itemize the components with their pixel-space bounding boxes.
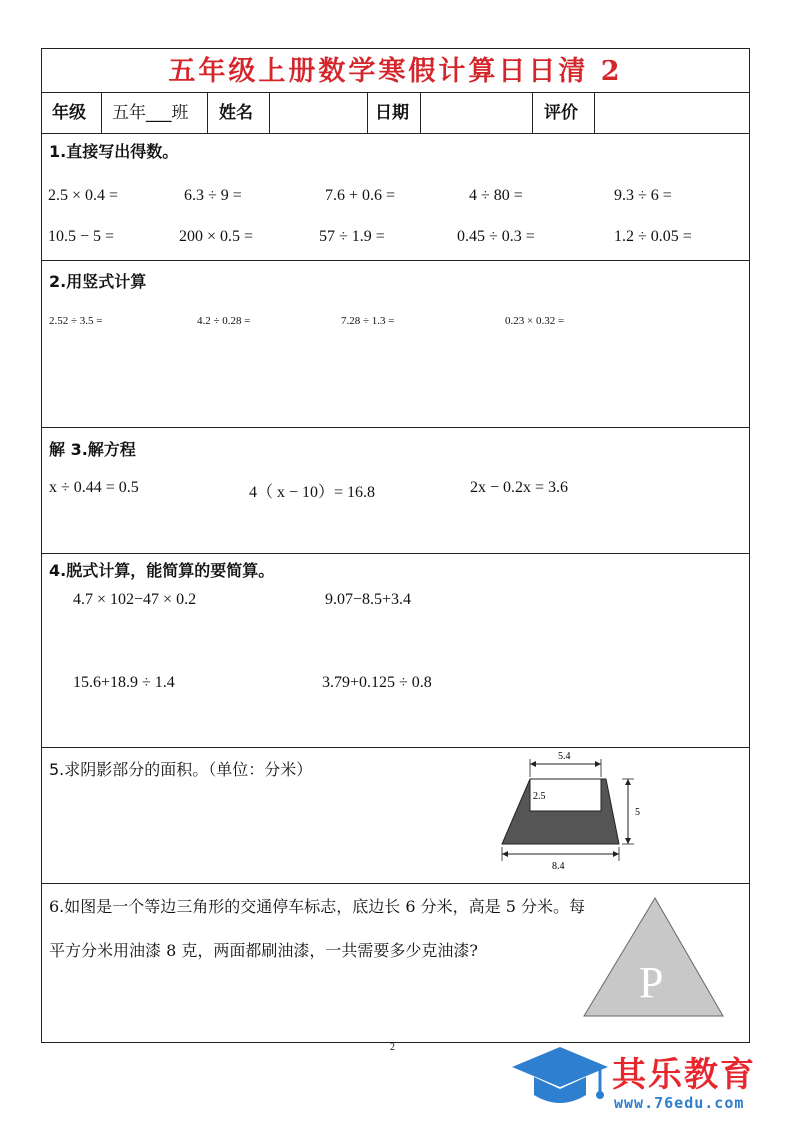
- rating-field[interactable]: [596, 93, 748, 131]
- oral-problem: 2.5 × 0.4 =: [48, 187, 119, 204]
- sign-letter: P: [639, 958, 664, 1007]
- date-field[interactable]: [422, 93, 531, 131]
- arrow-head: [530, 761, 536, 767]
- divider: [594, 92, 595, 133]
- section2-heading: 2.用竖式计算: [49, 272, 147, 291]
- brand-url: www.76edu.com: [614, 1094, 745, 1112]
- equation: x ÷ 0.44 = 0.5: [49, 479, 139, 496]
- top-dimension-label: 5.4: [558, 751, 571, 762]
- bottom-dimension-label: 8.4: [552, 861, 565, 872]
- divider: [420, 92, 421, 133]
- arrow-head: [595, 761, 601, 767]
- oral-problem: 200 × 0.5 =: [179, 228, 254, 245]
- date-label: 日期: [375, 103, 409, 123]
- worksheet: [41, 48, 750, 1043]
- section6-problem: 6.如图是一个等边三角形的交通停车标志，底边长 6 分米，高是 5 分米。每平方分米用油漆 8 克，两面都刷油漆，一共需要多少克油漆?: [49, 897, 585, 960]
- graduation-cap-icon: [510, 1043, 610, 1115]
- expression: 9.07−8.5+3.4: [325, 591, 412, 608]
- oral-problem: 0.45 ÷ 0.3 =: [457, 228, 535, 245]
- name-field[interactable]: [271, 93, 366, 131]
- divider: [367, 92, 368, 133]
- divider: [42, 883, 749, 884]
- section1-heading: 1.直接写出得数。: [49, 142, 179, 161]
- vertical-problem: 4.2 ÷ 0.28 =: [197, 315, 251, 327]
- section4-heading: 4.脱式计算，能简算的要简算。: [49, 561, 275, 580]
- arrow-head: [625, 779, 631, 785]
- vertical-problem: 2.52 ÷ 3.5 =: [49, 315, 103, 327]
- vertical-problem: 7.28 ÷ 1.3 =: [341, 315, 395, 327]
- divider: [269, 92, 270, 133]
- page-title: 五年级上册数学寒假计算日日清 2: [168, 56, 623, 87]
- equation: 2x − 0.2x = 3.6: [470, 479, 569, 496]
- oral-problem: 6.3 ÷ 9 =: [184, 187, 242, 204]
- expression: 4.7 × 102−47 × 0.2: [73, 591, 197, 608]
- oral-problem: 1.2 ÷ 0.05 =: [614, 228, 692, 245]
- divider: [101, 92, 102, 133]
- parking-sign-figure: [580, 891, 730, 1021]
- oral-problem: 9.3 ÷ 6 =: [614, 187, 672, 204]
- equation: 4（ x − 10）= 16.8: [249, 484, 376, 501]
- trapezoid-figure: [494, 749, 654, 879]
- page-number: 2: [390, 1042, 395, 1053]
- grade-label: 年级: [52, 103, 86, 123]
- name-label: 姓名: [219, 103, 253, 123]
- expression: 15.6+18.9 ÷ 1.4: [73, 674, 175, 691]
- divider: [532, 92, 533, 133]
- divider: [42, 260, 749, 261]
- grade-value: 五年___班: [112, 103, 189, 123]
- section3-heading: 解 3.解方程: [49, 440, 136, 459]
- rect-height-label: 2.5: [533, 791, 546, 802]
- arrow-head: [625, 838, 631, 844]
- expression: 3.79+0.125 ÷ 0.8: [322, 674, 432, 691]
- vertical-problem: 0.23 × 0.32 =: [505, 315, 565, 327]
- height-label: 5: [635, 807, 640, 818]
- arrow-head: [502, 851, 508, 857]
- section5-heading: 5.求阴影部分的面积。（单位：分米）: [49, 760, 313, 779]
- oral-problem: 7.6 + 0.6 =: [325, 187, 396, 204]
- oral-problem: 10.5 − 5 =: [48, 228, 115, 245]
- divider: [207, 92, 208, 133]
- divider: [42, 553, 749, 554]
- divider: [42, 133, 749, 134]
- brand-name: 其乐教育: [612, 1055, 756, 1095]
- divider: [42, 747, 749, 748]
- rating-label: 评价: [544, 103, 578, 123]
- oral-problem: 57 ÷ 1.9 =: [319, 228, 385, 245]
- divider: [42, 427, 749, 428]
- arrow-head: [613, 851, 619, 857]
- oral-problem: 4 ÷ 80 =: [469, 187, 523, 204]
